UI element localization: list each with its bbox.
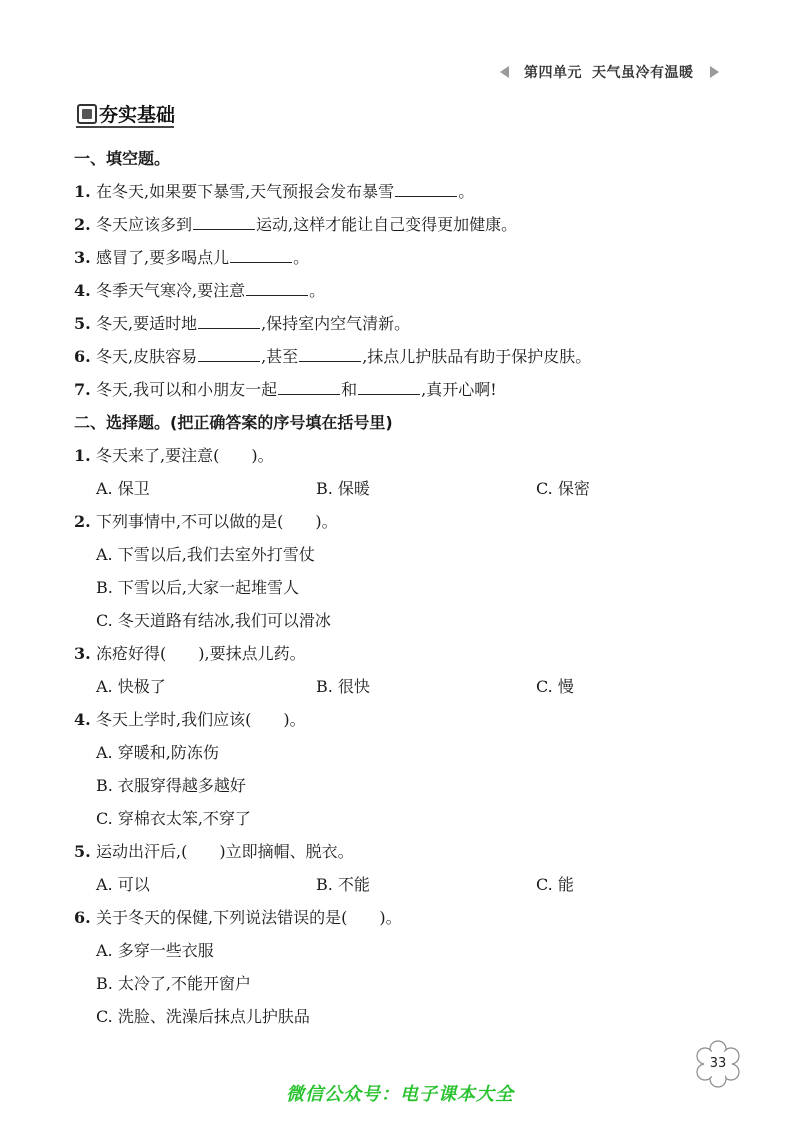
choice-question-6: 6. 关于冬天的保健,下列说法错误的是( )。	[74, 908, 402, 927]
answer-blank[interactable]	[278, 379, 340, 395]
header-left-triangle	[500, 66, 509, 78]
answer-blank[interactable]	[299, 346, 361, 362]
page-number: 33	[709, 1056, 727, 1071]
option-b: B. 衣服穿得越多越好	[96, 776, 246, 795]
option-b: B. 下雪以后,大家一起堆雪人	[96, 578, 300, 597]
option-b: B. 很快	[316, 677, 370, 696]
answer-blank[interactable]	[230, 247, 292, 263]
fill-question-4: 4. 冬季天气寒冷,要注意 。	[74, 281, 326, 300]
unit-title: 天气虽冷有温暖	[592, 65, 694, 81]
answer-blank[interactable]	[246, 280, 308, 296]
option-a: A. 可以	[96, 875, 150, 894]
choice-question-4: 4. 冬天上学时,我们应该( )。	[74, 710, 306, 729]
header-right-triangle	[710, 66, 719, 78]
option-c: C. 保密	[536, 479, 590, 498]
unit-label: 第四单元	[524, 65, 582, 81]
choice-question-1: 1. 冬天来了,要注意( )。	[74, 446, 274, 465]
option-c: C. 能	[536, 875, 574, 894]
part1-heading: 一、填空题。	[74, 149, 171, 168]
answer-blank[interactable]	[358, 379, 420, 395]
option-a: A. 多穿一些衣服	[96, 941, 214, 960]
answer-blank[interactable]	[198, 346, 260, 362]
choice-question-5: 5. 运动出汗后,( )立即摘帽、脱衣。	[74, 842, 354, 861]
part2-heading: 二、选择题。(把正确答案的序号填在括号里)	[74, 413, 393, 432]
fill-question-3: 3. 感冒了,要多喝点儿 。	[74, 248, 310, 267]
option-b: B. 保暖	[316, 479, 370, 498]
fill-question-5: 5. 冬天,要适时地 ,保持室内空气清新。	[74, 314, 411, 333]
answer-blank[interactable]	[395, 181, 457, 197]
option-c: C. 穿棉衣太笨,不穿了	[96, 809, 251, 828]
option-c: C. 冬天道路有结冰,我们可以滑冰	[96, 611, 331, 630]
option-a: A. 穿暖和,防冻伤	[96, 743, 219, 762]
answer-blank[interactable]	[198, 313, 260, 329]
choice-question-3: 3. 冻疮好得( ),要抹点儿药。	[74, 644, 306, 663]
fill-question-2: 2. 冬天应该多到 运动,这样才能让自己变得更加健康。	[74, 215, 518, 234]
answer-blank[interactable]	[193, 214, 255, 230]
option-a: A. 快极了	[96, 677, 166, 696]
fill-question-1: 1. 在冬天,如果要下暴雪,天气预报会发布暴雪 。	[74, 182, 475, 201]
fill-question-6: 6. 冬天,皮肤容易 ,甚至 ,抹点儿护肤品有助于保护皮肤。	[74, 347, 592, 366]
option-c: C. 慢	[536, 677, 574, 696]
section-title: 夯实基础	[99, 104, 176, 126]
option-b: B. 太冷了,不能开窗户	[96, 974, 252, 993]
watermark-text: 微信公众号：电子课本大全	[286, 1084, 514, 1105]
section-square-icon	[77, 104, 97, 124]
fill-question-7: 7. 冬天,我可以和小朋友一起 和 ,真开心啊!	[74, 380, 497, 399]
section-underline	[76, 126, 174, 128]
running-header	[524, 62, 704, 82]
option-a: A. 保卫	[96, 479, 150, 498]
option-a: A. 下雪以后,我们去室外打雪仗	[96, 545, 315, 564]
choice-question-2: 2. 下列事情中,不可以做的是( )。	[74, 512, 338, 531]
option-b: B. 不能	[316, 875, 370, 894]
option-c: C. 洗脸、洗澡后抹点儿护肤品	[96, 1007, 310, 1026]
